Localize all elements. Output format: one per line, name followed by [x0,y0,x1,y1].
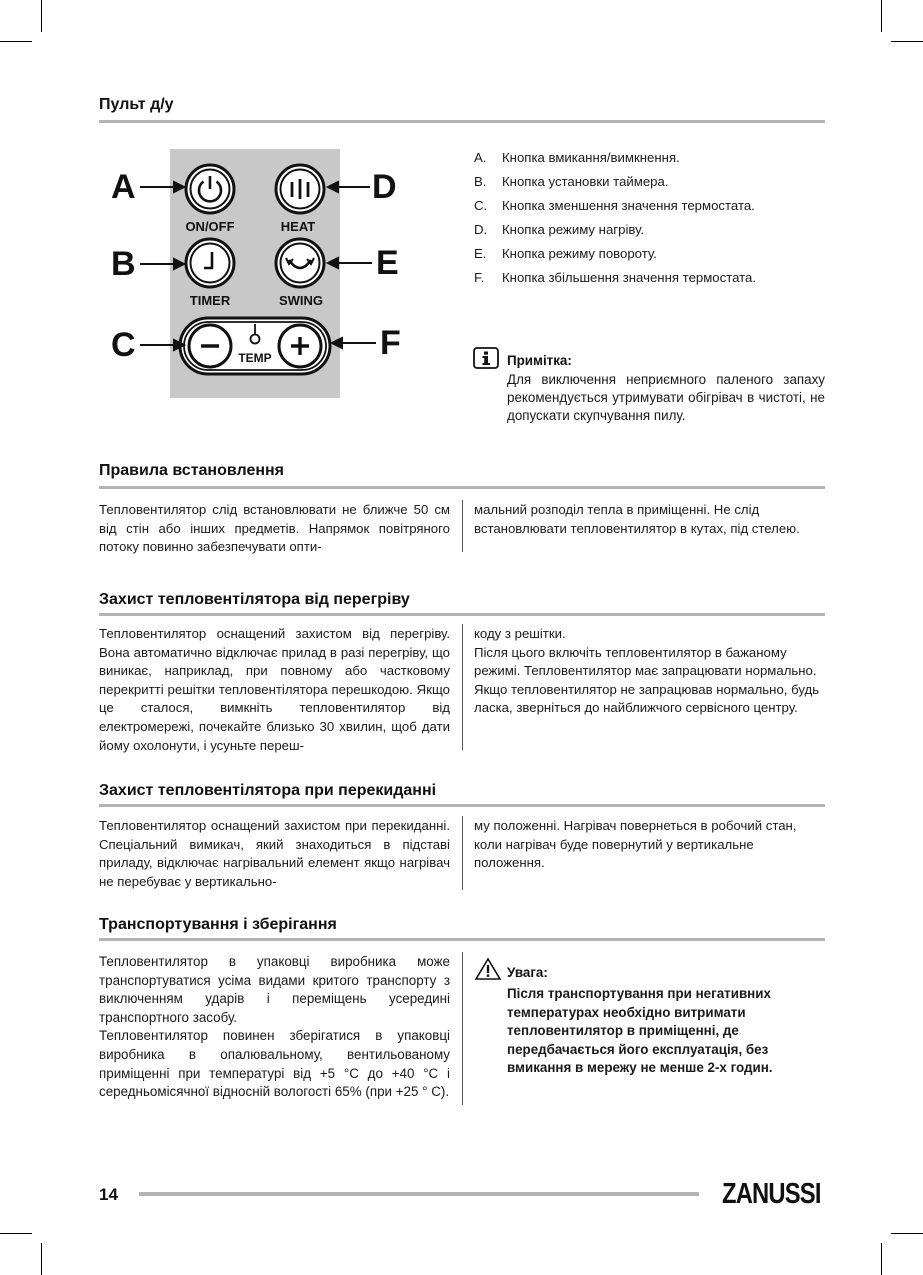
callout-letter-c: C [111,326,136,364]
warning-icon [474,957,502,981]
section-rule [99,120,825,123]
arrow-c [140,340,184,350]
footer-rule [139,1192,699,1196]
callout-letter-d: D [372,168,397,206]
callout-letter-f: F [380,324,401,362]
note-text: Для виключення неприємного паленого запаху рекомендується утримувати обігрівач в чистоті, не допускати скупчування пилу. [507,372,825,423]
legend-item: D. Кнопка режиму нагріву. [474,222,645,237]
temp-label: TEMP [238,351,272,365]
legend-item: A. Кнопка вмикання/вимкнення. [474,150,680,165]
tipover-text-right: му положенні. Нагрівач повернеться в робочий стан, коли нагрівач буде повернутий у вертикальне положення. [474,818,797,871]
transport-paragraph: Тепловентилятор в упаковці виробника може транспортуватися усіма видами критого транспорту з виключенням ударів і переміщень усередині транспортного засобу. [99,954,450,1025]
arrow-b [140,259,184,269]
section-rule [99,486,825,489]
section-title-tipover: Захист тепловентілятора при перекиданні [99,782,437,799]
section-rule [99,613,825,616]
crop-mark [881,1243,882,1275]
tipover-text-left: Тепловентилятор оснащений захистом при перекиданні. Спеціальний вимикач, який знаходиться в підставі приладу, відключає нагрівальний елемент якщо нагрівач не перебуває у вертикально- [99,818,450,889]
transport-text-left [99,953,450,1102]
timer-button[interactable] [186,239,234,287]
heat-label: HEAT [280,219,316,234]
crop-mark [41,1243,42,1275]
install-text-right: мальний розподіл тепла в приміщенні. Не слід встановлювати тепловентилятор в кутах, під стелею. [474,502,800,536]
section-rule [99,938,825,941]
note-title: Примітка: [507,353,572,368]
swing-button[interactable] [276,239,324,287]
page-title: Пульт д/у [99,96,174,113]
crop-mark [41,0,42,32]
arrow-e [328,258,372,268]
legend-item: F. Кнопка збільшення значення термостата. [474,270,757,285]
column-divider [462,952,463,1105]
brand-logo: ZANUSSI [722,1178,821,1210]
crop-mark [0,1233,32,1234]
legend-item: E. Кнопка режиму повороту. [474,246,657,261]
column-divider [462,500,463,552]
section-title-transport: Транспортування і зберігання [99,916,337,933]
column-divider [462,816,463,890]
warning-title: Увага: [507,965,548,980]
crop-mark [891,41,923,42]
arrow-d [328,182,370,192]
legend-item: C. Кнопка зменшення значення термостата. [474,198,755,213]
heat-button[interactable] [276,165,324,213]
swing-label: SWING [278,293,324,308]
crop-mark [0,41,32,42]
warning-text: Після транспортування при негативних температурах необхідно витримати тепловентилятор в приміщенні, де передбачається його експлуатація, без вмикання в мережу не менше 2-х годин. [507,986,773,1076]
legend-item: B. Кнопка установки таймера. [474,174,669,189]
section-rule [99,804,825,807]
power-button[interactable] [186,165,234,213]
transport-paragraph: Тепловентилятор повинен зберігатися в упаковці виробника в опалювальному, вентильованому приміщенні при температурі від +5 °C до +40 °C і середньомісячної відносній вологості 65% (при +25 ° C). [99,1028,450,1100]
arrow-f [332,338,376,348]
info-icon [473,347,499,369]
onoff-label: ON/OFF [185,219,235,234]
callout-letter-e: E [376,244,399,282]
page-number: 14 [99,1185,118,1204]
callout-letter-a: A [111,168,136,206]
section-title-install: Правила встановлення [99,462,284,479]
timer-label: TIMER [189,293,231,308]
install-text-left: Тепловентилятор слід встановлювати не ближче 50 см від стін або інших предметів. Напрямок повітряного потоку повинно забезпечувати опти- [99,502,450,555]
overheat-text-right: коду з решітки. Після цього включіть тепловентилятор в бажаному режимі. Тепловентилятор має запрацювати нормально. Якщо тепловентилятор не запрацював нормально, будь ласка, зверніться до найближчого сервісного центру. [474,626,820,716]
column-divider [462,624,463,750]
overheat-text-left: Тепловентилятор оснащений захистом від перегріву. Вона автоматично відключає прилад в разі перегріву, що виникає, наприклад, при повному або частковому перекритті решітки тепловентілятора перешкодою. Якщо це сталося, вимкніть тепловентилятор від електромережі, почекайте близько 30 хвилин, щоб дати йому охолонути, і усуньте переш- [99,626,450,753]
callout-letter-b: B [111,245,136,283]
crop-mark [881,0,882,32]
section-title-overheat: Захист тепловентілятора від перегріву [99,591,410,608]
crop-mark [891,1233,923,1234]
arrow-a [140,182,184,192]
